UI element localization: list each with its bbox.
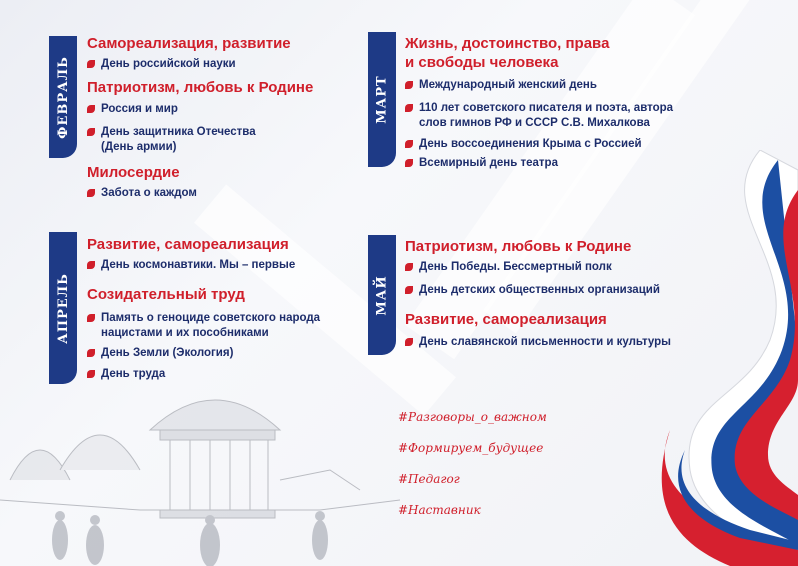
list-item: Память о геноциде советского народа нацистами и их пособниками [87, 311, 341, 341]
hashtag: #Педагог [398, 472, 460, 486]
list-item: Забота о каждом [87, 186, 342, 201]
list-item: День Победы. Бессмертный полк [405, 260, 690, 275]
march-section [405, 34, 685, 171]
list-item: Россия и мир [87, 102, 342, 117]
red-leaf-bullet-icon [87, 189, 95, 197]
month-tab-may [368, 235, 396, 355]
list-item: День российской науки [87, 57, 342, 72]
theme-title: Развитие, самореализация [405, 311, 607, 328]
may-section [405, 237, 690, 350]
theme-title: Милосердие [87, 164, 180, 181]
list-item: День славянской письменности и культуры [405, 335, 690, 350]
list-item: День детских общественных организаций [405, 283, 690, 298]
red-leaf-bullet-icon [405, 104, 413, 112]
theme-title: Созидательный труд [87, 286, 245, 303]
list-item: День космонавтики. Мы – первые [87, 258, 342, 273]
month-label-may: МАЙ [374, 274, 390, 316]
red-leaf-bullet-icon [87, 128, 95, 136]
red-leaf-bullet-icon [87, 105, 95, 113]
theme-title: Жизнь, достоинство, права и свободы человека [405, 35, 610, 71]
february-section [87, 34, 342, 201]
list-item: 110 лет советского писателя и поэта, автора слов гимнов РФ и СССР С.В. Михалкова [405, 101, 685, 131]
list-item: Всемирный день театра [405, 156, 685, 171]
month-tab-april [49, 232, 77, 384]
list-item: День воссоединения Крыма с Россией [405, 137, 685, 152]
rotunda-park-illustration [0, 360, 400, 566]
red-leaf-bullet-icon [87, 60, 95, 68]
red-leaf-bullet-icon [87, 261, 95, 269]
april-section [87, 235, 342, 382]
theme-title: Патриотизм, любовь к Родине [87, 79, 314, 96]
list-item: День Земли (Экология) [87, 346, 342, 361]
month-tab-march [368, 32, 396, 167]
month-label-april: АПРЕЛЬ [55, 272, 71, 344]
red-leaf-bullet-icon [87, 349, 95, 357]
month-label-march: МАРТ [374, 75, 390, 124]
hashtag: #Наставник [398, 503, 481, 517]
red-leaf-bullet-icon [87, 314, 95, 322]
red-leaf-bullet-icon [405, 338, 413, 346]
russian-flag-ribbon-icon [650, 150, 798, 566]
red-leaf-bullet-icon [405, 159, 413, 167]
red-leaf-bullet-icon [405, 286, 413, 294]
hashtag: #Формируем_будущее [398, 441, 544, 455]
theme-title: Патриотизм, любовь к Родине [405, 238, 632, 255]
list-item: Международный женский день [405, 78, 685, 93]
red-leaf-bullet-icon [87, 370, 95, 378]
red-leaf-bullet-icon [405, 140, 413, 148]
red-leaf-bullet-icon [405, 263, 413, 271]
hashtag-list [398, 410, 547, 534]
hashtag: #Разговоры_о_важном [398, 410, 547, 424]
month-tab-february [49, 36, 77, 158]
red-leaf-bullet-icon [405, 81, 413, 89]
theme-title: Самореализация, развитие [87, 35, 291, 52]
list-item: День защитника Отечества (День армии) [87, 125, 281, 155]
month-label-february: ФЕВРАЛЬ [55, 55, 71, 139]
list-item: День труда [87, 367, 342, 382]
theme-title: Развитие, самореализация [87, 236, 289, 253]
